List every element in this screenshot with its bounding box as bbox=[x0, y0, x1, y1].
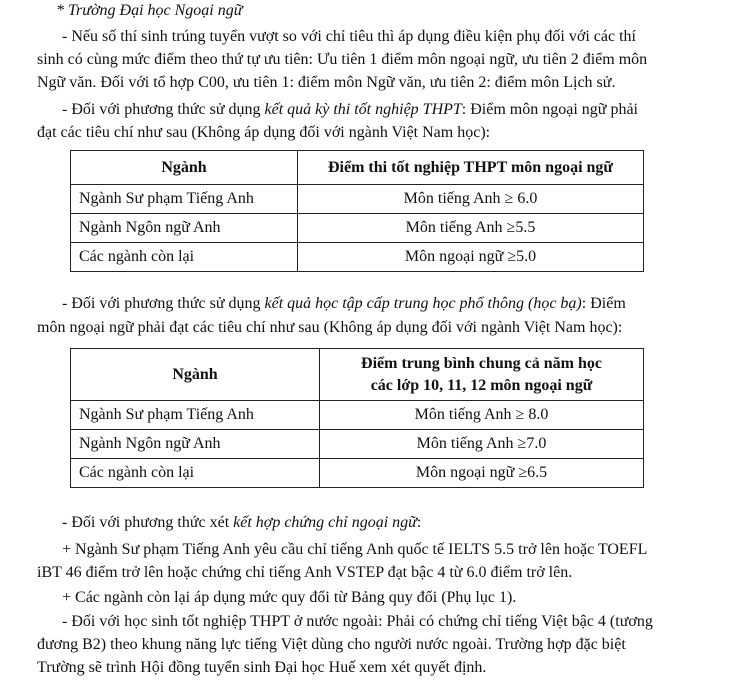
section-heading: * Trường Đại học Ngoại ngữ bbox=[56, 2, 243, 19]
column-header: Điểm thi tốt nghiệp THPT môn ngoại ngữ bbox=[298, 151, 644, 185]
score-table-thpt bbox=[70, 150, 644, 272]
paragraph-line: + Ngành Sư phạm Tiếng Anh yêu cầu chỉ tiếng Anh quốc tế IELTS 5.5 trở lên hoặc TOEFL bbox=[62, 541, 648, 558]
column-header: Ngành bbox=[71, 151, 298, 185]
table-cell: Môn tiếng Anh ≥7.0 bbox=[320, 430, 644, 459]
paragraph-line: + Các ngành còn lại áp dụng mức quy đổi từ Bảng quy đổi (Phụ lục 1). bbox=[62, 589, 517, 606]
table-row bbox=[71, 185, 644, 214]
paragraph-line: đạt các tiêu chí như sau (Không áp dụng đối với ngành Việt Nam học): bbox=[37, 124, 491, 141]
column-header-line: các lớp 10, 11, 12 môn ngoại ngữ bbox=[370, 376, 593, 394]
table-cell: Môn ngoại ngữ ≥6.5 bbox=[320, 459, 644, 488]
table-cell: Môn tiếng Anh ≥ 6.0 bbox=[298, 185, 644, 214]
emphasis-text: kết quả học tập cấp trung học phổ thông (học bạ) bbox=[264, 295, 582, 312]
table-row bbox=[71, 459, 644, 488]
table-row bbox=[71, 430, 644, 459]
paragraph-line: - Nếu số thí sinh trúng tuyển vượt so với chỉ tiêu thì áp dụng điều kiện phụ đối với các thí bbox=[62, 28, 636, 45]
emphasis-text: kết quả kỳ thi tốt nghiệp THPT bbox=[264, 101, 462, 118]
table-row bbox=[71, 214, 644, 243]
paragraph-line: đương B2) theo khung năng lực tiếng Việt dùng cho người nước ngoài. Trường hợp đặc biệt bbox=[37, 636, 626, 653]
text-run: : Điểm bbox=[581, 295, 626, 312]
table-row bbox=[71, 243, 644, 272]
column-header: Ngành bbox=[71, 349, 320, 401]
table-cell: Môn tiếng Anh ≥ 8.0 bbox=[320, 401, 644, 430]
paragraph-line: iBT 46 điểm trở lên hoặc chứng chỉ tiếng Anh VSTEP đạt bậc 4 từ 6.0 điểm trở lên. bbox=[37, 564, 573, 581]
text-run: - Đối với phương thức xét bbox=[62, 514, 234, 531]
emphasis-text: kết hợp chứng chỉ ngoại ngữ bbox=[233, 514, 417, 531]
paragraph-line: môn ngoại ngữ phải đạt các tiêu chí như sau (Không áp dụng đối với ngành Việt Nam học): bbox=[37, 319, 623, 336]
paragraph-line: - Đối với học sinh tốt nghiệp THPT ở nước ngoài: Phải có chứng chỉ tiếng Việt bậc 4 (tương bbox=[62, 613, 653, 630]
table-cell: Môn ngoại ngữ ≥5.0 bbox=[298, 243, 644, 272]
text-run: : Điểm môn ngoại ngữ phải bbox=[461, 101, 638, 118]
paragraph-line: Trường sẽ trình Hội đồng tuyển sinh Đại học Huế xem xét quyết định. bbox=[37, 659, 487, 676]
table-cell: Ngành Sư phạm Tiếng Anh bbox=[71, 401, 320, 430]
paragraph-line bbox=[62, 513, 421, 533]
paragraph-line bbox=[62, 100, 638, 120]
paragraph-line: Ngữ văn. Đối với tổ hợp C00, ưu tiên 1: điểm môn Ngữ văn, ưu tiên 2: điểm môn Lịch sử. bbox=[37, 74, 616, 91]
table-header-row bbox=[71, 151, 644, 185]
paragraph-line bbox=[62, 294, 626, 314]
table-cell: Các ngành còn lại bbox=[71, 243, 298, 272]
table-cell: Môn tiếng Anh ≥5.5 bbox=[298, 214, 644, 243]
table-cell: Các ngành còn lại bbox=[71, 459, 320, 488]
table-cell: Ngành Ngôn ngữ Anh bbox=[71, 214, 298, 243]
table-row bbox=[71, 401, 644, 430]
score-table-hocba bbox=[70, 348, 644, 488]
table-cell: Ngành Ngôn ngữ Anh bbox=[71, 430, 320, 459]
table-cell: Ngành Sư phạm Tiếng Anh bbox=[71, 185, 298, 214]
column-header-line: Điểm trung bình chung cả năm học bbox=[361, 354, 602, 372]
text-run: : bbox=[416, 514, 422, 531]
text-run: - Đối với phương thức sử dụng bbox=[62, 101, 265, 118]
column-header bbox=[320, 349, 644, 401]
paragraph-line: sinh có cùng mức điểm theo thứ tự ưu tiên: Ưu tiên 1 điểm môn ngoại ngữ, ưu tiên 2 điểm môn bbox=[37, 51, 648, 68]
text-run: - Đối với phương thức sử dụng bbox=[62, 295, 265, 312]
table-header-row bbox=[71, 349, 644, 401]
